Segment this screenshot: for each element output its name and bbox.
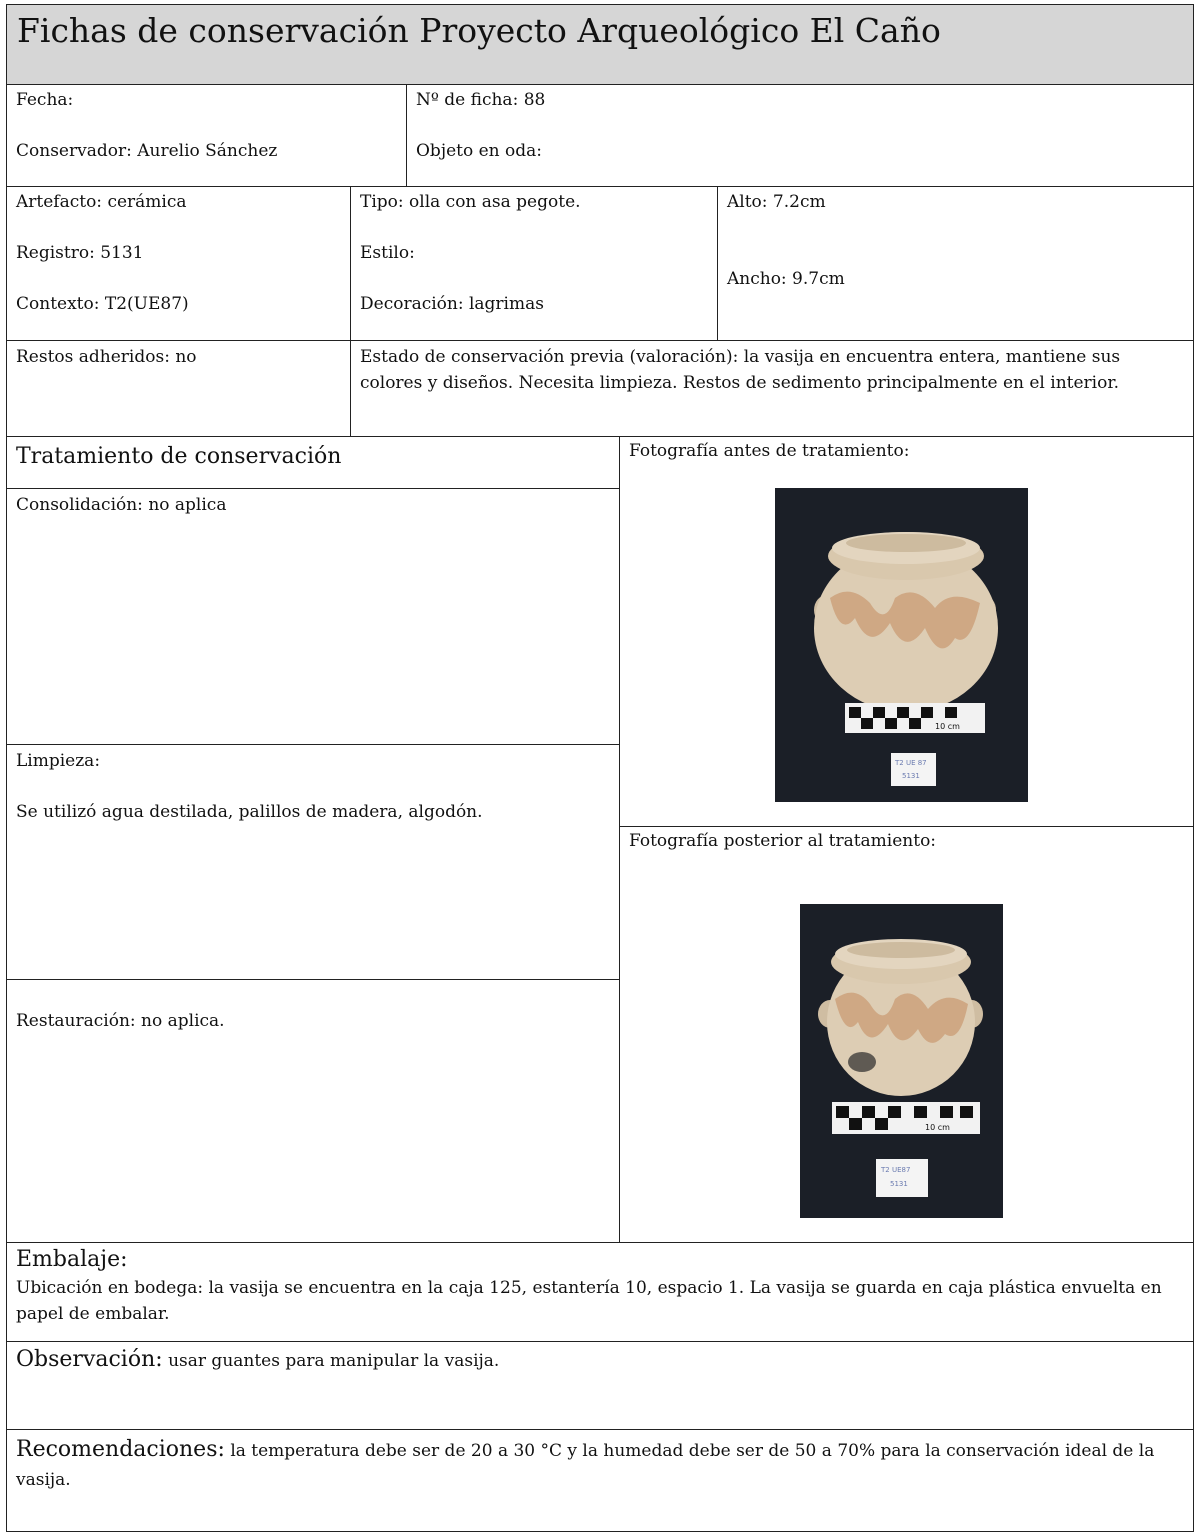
artefacto-label: Artefacto: cerámica [16, 192, 187, 212]
header-cell [6, 4, 1194, 85]
observacion-text: usar guantes para manipular la vasija. [168, 1351, 500, 1371]
restos-cell [6, 340, 351, 437]
tag-after-line2: 5131 [890, 1180, 908, 1188]
tipo-label: Tipo: olla con asa pegote. [360, 192, 581, 212]
photo-before-cell [619, 436, 1194, 827]
embalaje-text: Ubicación en bodega: la vasija se encuentra en la caja 125, estantería 10, espacio 1. La vasija se guarda en caja plástica envuelta en papel de embalar. [16, 1278, 1162, 1324]
limpieza-cell [6, 744, 620, 980]
photo-after-label: Fotografía posterior al tratamiento: [629, 831, 937, 851]
tag-before-line2: 5131 [902, 772, 920, 780]
decoracion-label: Decoración: lagrimas [360, 294, 544, 314]
vessel-before-illustration [775, 488, 1028, 802]
vessel-after-illustration [800, 904, 1003, 1218]
observacion-cell [6, 1341, 1194, 1430]
limpieza-label: Limpieza: [16, 751, 101, 771]
scale-label-before: 10 cm [935, 722, 960, 731]
photo-before-label: Fotografía antes de tratamiento: [629, 441, 910, 461]
restos-label: Restos adheridos: no [16, 347, 197, 367]
estado-text: Estado de conservación previa (valoración): la vasija en encuentra entera, mantiene sus colores y diseños. Necesita limpieza. Restos de sedimento principalmente en el interior. [360, 347, 1121, 393]
ficha-cell [406, 84, 1194, 187]
ancho-label: Ancho: 9.7cm [727, 269, 845, 289]
restauracion-label: Restauración: no aplica. [16, 1011, 225, 1031]
photo-after-cell [619, 826, 1194, 1243]
limpieza-text: Se utilizó agua destilada, palillos de madera, algodón. [16, 802, 483, 822]
dimensions-cell [717, 186, 1194, 341]
recomendaciones-heading: Recomendaciones: [16, 1437, 225, 1462]
estilo-label: Estilo: [360, 243, 415, 263]
ficha-number: Nº de ficha: 88 [416, 90, 546, 110]
tag-after-line1: T2 UE87 [881, 1166, 911, 1174]
recomendaciones-line [16, 1435, 1184, 1495]
conservation-sheet [6, 4, 1194, 1532]
recomendaciones-cell [6, 1429, 1194, 1532]
consolidacion-cell [6, 488, 620, 745]
scale-label-after: 10 cm [925, 1123, 950, 1132]
observacion-line [16, 1345, 499, 1376]
consolidacion-label: Consolidación: no aplica [16, 495, 227, 515]
tratamiento-heading-cell [6, 436, 620, 489]
registro-label: Registro: 5131 [16, 243, 144, 263]
fecha-cell [6, 84, 407, 187]
contexto-label: Contexto: T2(UE87) [16, 294, 189, 314]
tratamiento-heading: Tratamiento de conservación [16, 444, 342, 469]
tag-before-line1: T2 UE 87 [895, 759, 927, 767]
embalaje-cell [6, 1242, 1194, 1342]
embalaje-heading: Embalaje: [16, 1247, 128, 1272]
photo-before-image [775, 488, 1028, 802]
estado-cell [350, 340, 1194, 437]
alto-label: Alto: 7.2cm [727, 192, 826, 212]
fecha-label: Fecha: [16, 90, 74, 110]
conservador-label: Conservador: Aurelio Sánchez [16, 141, 278, 161]
restauracion-cell [6, 979, 620, 1243]
tipo-cell [350, 186, 718, 341]
observacion-heading: Observación: [16, 1347, 163, 1372]
recomendaciones-text: la temperatura debe ser de 20 a 30 °C y la humedad debe ser de 50 a 70% para la conservación ideal de la vasija. [16, 1441, 1155, 1490]
artefacto-cell [6, 186, 351, 341]
photo-after-image [800, 904, 1003, 1218]
objeto-label: Objeto en oda: [416, 141, 543, 161]
page-title: Fichas de conservación Proyecto Arqueológico El Caño [17, 11, 941, 50]
